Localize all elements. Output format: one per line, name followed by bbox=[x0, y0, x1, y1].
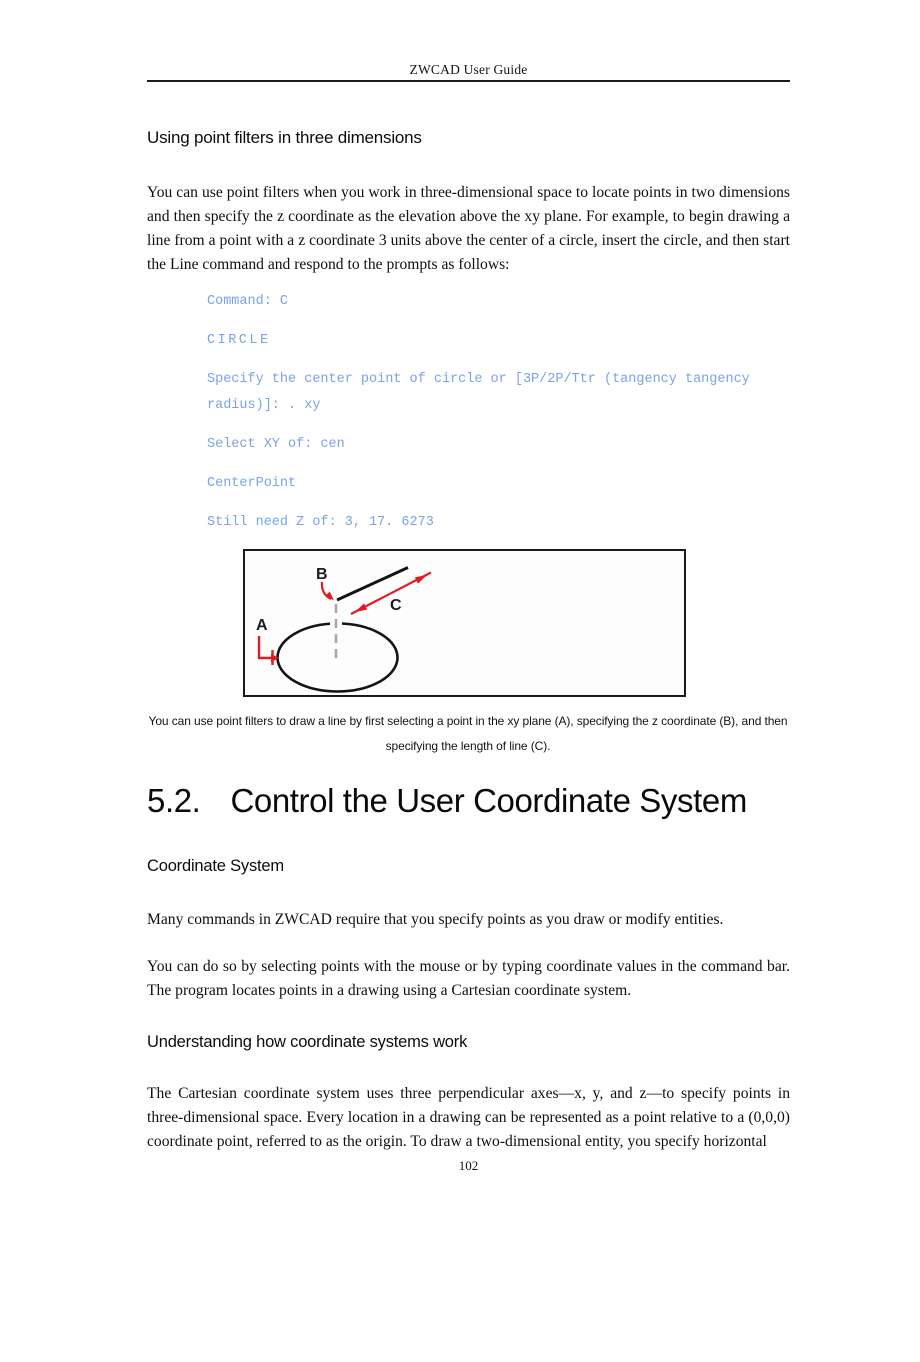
header-rule bbox=[147, 80, 790, 82]
command-line: Command: C bbox=[207, 294, 289, 309]
paragraph-point-filters-intro: You can use point filters when you work in three-dimensional space to locate points in two dimensions and then specify the z coordinate as the elevation above the xy plane. For example, to begin drawing a line from a point with a z coordinate 3 units above the center of a circle, insert the circle, and then start the Line command and respond to the prompts as follows: bbox=[147, 184, 790, 273]
running-header-title: ZWCAD User Guide bbox=[409, 62, 528, 77]
command-line: CenterPoint bbox=[207, 476, 297, 491]
section-title: Control the User Coordinate System bbox=[230, 782, 747, 819]
callout-a-arrow bbox=[259, 636, 271, 658]
point-filter-diagram-svg bbox=[245, 551, 688, 699]
page-number: 102 bbox=[458, 1158, 479, 1173]
figure-point-filter-diagram bbox=[243, 549, 686, 697]
heading-coordinate-system: Coordinate System bbox=[147, 857, 284, 875]
paragraph-many-commands: Many commands in ZWCAD require that you specify points as you draw or modify entities. bbox=[147, 911, 724, 928]
dimension-arrowhead-right bbox=[415, 575, 427, 584]
document-page bbox=[0, 62, 920, 1362]
figure-label-c: C bbox=[390, 597, 402, 614]
section-heading-5-2 bbox=[147, 781, 790, 821]
command-line: Select XY of: cen bbox=[207, 437, 345, 452]
paragraph-selecting-points: You can do so by selecting points with the mouse or by typing coordinate values in the command bar. The program locates points in a drawing using a Cartesian coordinate system. bbox=[147, 958, 790, 999]
heading-using-point-filters: Using point filters in three dimensions bbox=[147, 128, 422, 147]
circle-shape bbox=[278, 624, 398, 692]
line-entity bbox=[337, 568, 408, 601]
command-line: Still need Z of: 3, 17. 6273 bbox=[207, 515, 434, 530]
dimension-arrowhead-left bbox=[355, 603, 367, 612]
figure-label-a: A bbox=[256, 617, 268, 634]
figure-label-b: B bbox=[316, 566, 328, 583]
heading-understanding-coordinate-systems: Understanding how coordinate systems work bbox=[147, 1033, 468, 1051]
section-number: 5.2. bbox=[147, 782, 201, 819]
command-line: Specify the center point of circle or [3P/2P/Ttr (tangency tangency radius)]: . xy bbox=[207, 372, 750, 413]
command-prompt-block bbox=[207, 289, 769, 536]
figure-caption: You can use point filters to draw a line by first selecting a point in the xy plane (A), specifying the z coordinate (B), and then specifying the length of line (C). bbox=[148, 714, 788, 753]
command-line: CIRCLE bbox=[207, 333, 271, 348]
paragraph-cartesian-system: The Cartesian coordinate system uses three perpendicular axes—x, y, and z—to specify points in three-dimensional space. Every location in a drawing can be represented as a point relative to a (0,0,0) coordinate point, referred to as the origin. To draw a two-dimensional entity, you specify horizontal bbox=[147, 1085, 790, 1150]
